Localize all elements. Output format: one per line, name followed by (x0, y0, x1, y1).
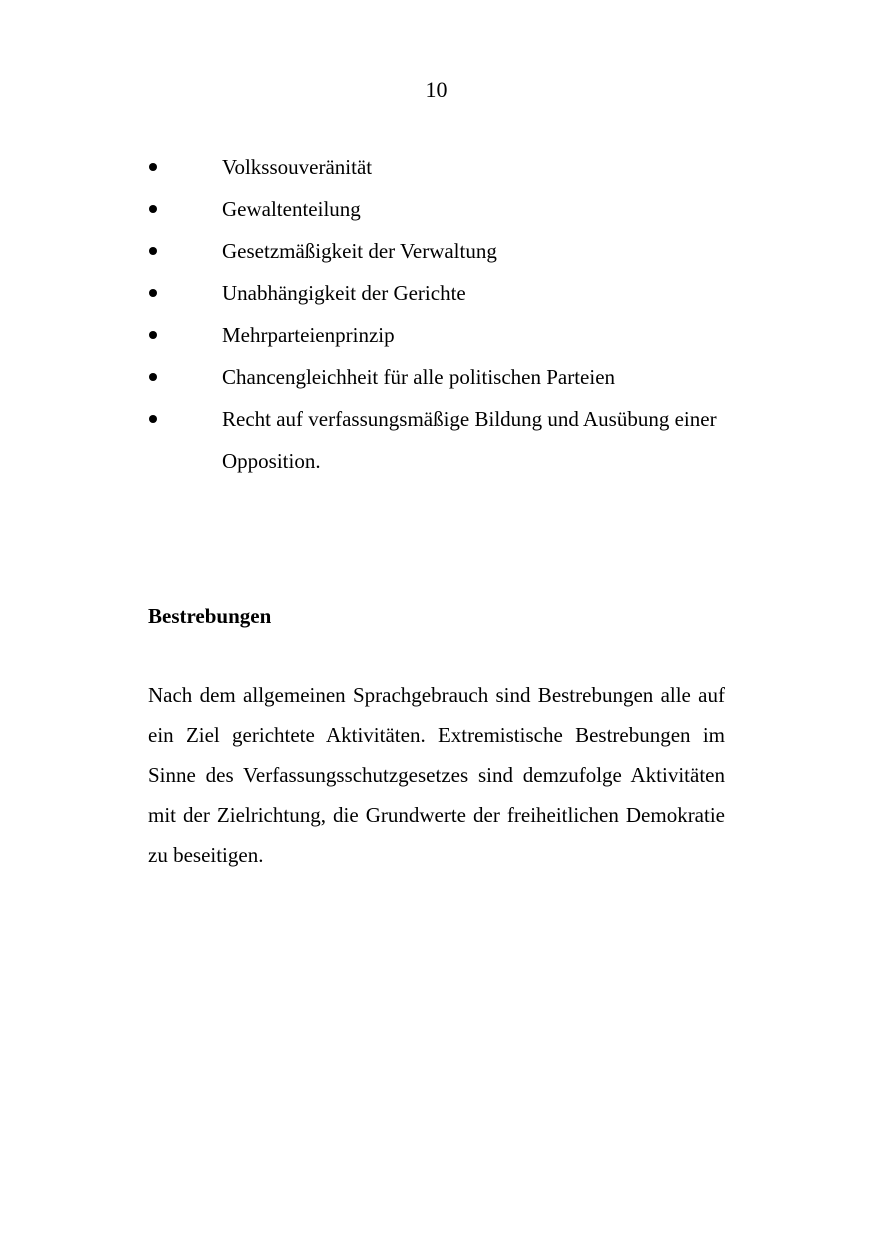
list-item (148, 356, 728, 398)
list-item (148, 398, 728, 482)
list-item-text: Volkssouveränität (222, 155, 373, 179)
page-number: 10 (425, 77, 448, 102)
list-item (148, 146, 728, 188)
list-item-text: Recht auf verfassungsmäßige Bildung und Ausübung einer Opposition. (222, 407, 717, 473)
list-item-text: Chancengleichheit für alle politischen Parteien (222, 365, 616, 389)
list-item-text: Unabhängigkeit der Gerichte (222, 281, 466, 305)
list-item-text: Gesetzmäßigkeit der Verwaltung (222, 239, 497, 263)
principles-list (148, 146, 728, 482)
section-paragraph: Nach dem allgemeinen Sprachgebrauch sind Bestrebungen alle auf ein Ziel gerichtete Aktivitäten. Extremistische Bestrebungen im Sinne des Verfassungsschutzgesetzes sind demzufolge Aktivitäten mit der Zielrichtung, die Grundwerte der freiheitlichen Demokratie zu beseitigen. (148, 683, 725, 867)
section-heading: Bestrebungen (148, 604, 272, 628)
list-item-text: Mehrparteienprinzip (222, 323, 395, 347)
list-item (148, 272, 728, 314)
list-item (148, 314, 728, 356)
list-item (148, 230, 728, 272)
list-item (148, 188, 728, 230)
list-item-text: Gewaltenteilung (222, 197, 361, 221)
